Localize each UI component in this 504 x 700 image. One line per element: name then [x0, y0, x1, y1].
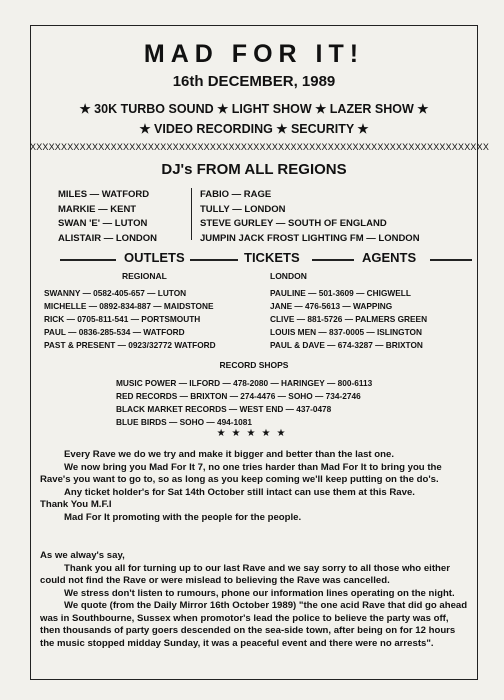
- dj-entry: FABIO — RAGE: [200, 189, 272, 200]
- dj-entry: TULLY — LONDON: [200, 203, 286, 215]
- paragraph: Every Rave we do we try and make it bigger and better than the last one.: [64, 449, 395, 460]
- intro-text: [40, 449, 470, 524]
- dj-list-right: [200, 188, 420, 246]
- regional-agents-list: [44, 287, 216, 352]
- london-heading: LONDON: [270, 271, 307, 281]
- agent-entry: SWANNY — 0582-405-657 — LUTON: [44, 288, 187, 298]
- heading-rule: [430, 259, 472, 261]
- heading-rule: [60, 259, 116, 261]
- agent-entry: CLIVE — 881-5726 — PALMERS GREEN: [270, 314, 428, 324]
- features-line-1: ★ 30K TURBO SOUND ★ LIGHT SHOW ★ LAZER SHOW ★: [79, 102, 429, 116]
- shop-entry: BLUE BIRDS — SOHO — 494-1081: [116, 417, 253, 427]
- record-shops-heading: RECORD SHOPS: [219, 360, 289, 370]
- heading-rule: [190, 259, 238, 261]
- outlets-tickets-agents-row: [30, 250, 478, 268]
- dj-entry: STEVE GURLEY — SOUTH OF ENGLAND: [200, 218, 387, 229]
- paragraph: Thank you all for turning up to our last Rave and we say sorry to all those who either could not find the Rave or were mislead to believing the Rave was cancelled.: [40, 562, 450, 586]
- closing-text: [40, 550, 470, 650]
- paragraph: We now bring you Mad For It 7, no one tries harder than Mad For It to bring you the Rave's you want to go to, so as long as you keep coming we'll keep putting on the do's.: [40, 461, 442, 485]
- dj-entry: MILES — WATFORD: [58, 189, 150, 200]
- x-separator: XXXXXXXXXXXXXXXXXXXXXXXXXXXXXXXXXXXXXXXXXXXXXXXXXXXXXXXXXXXXXXXXXXXXXXXXXX: [30, 142, 490, 152]
- dj-entry: JUMPIN JACK FROST LIGHTING FM — LONDON: [200, 232, 420, 244]
- shop-entry: RED RECORDS — BRIXTON — 274-4476 — SOHO — 734-2746: [116, 391, 361, 401]
- london-agents-list: [270, 287, 427, 352]
- tickets-heading: TICKETS: [244, 250, 300, 265]
- paragraph: Any ticket holder's for Sat 14th October still intact can use them at this Rave.: [64, 486, 415, 498]
- agent-entry: JANE — 476-5613 — WAPPING: [270, 301, 393, 311]
- agent-entry: PAULINE — 501-3609 — CHIGWELL: [270, 288, 411, 298]
- event-date: 16th DECEMBER, 1989: [172, 73, 336, 90]
- agent-entry: MICHELLE — 0892-834-887 — MAIDSTONE: [44, 301, 214, 311]
- record-shops-list: [116, 377, 372, 429]
- paragraph: We quote (from the Daily Mirror 16th October 1989) "the one acid Rave that did go ahead was in Southbourne, Sussex when promotor's lead the police to believe the party was off, then thousands of party goers descended on the sea-side town, after being on for 12 hours the music stopped midday Sunday, it was a peaceful event and there were no arrests".: [40, 600, 468, 649]
- dj-heading: DJ's FROM ALL REGIONS: [161, 161, 347, 178]
- outlets-heading: OUTLETS: [124, 250, 185, 265]
- shop-entry: BLACK MARKET RECORDS — WEST END — 437-0478: [116, 404, 332, 414]
- flyer-title: MAD FOR IT!: [143, 40, 365, 68]
- agent-entry: LOUIS MEN — 837-0005 — ISLINGTON: [270, 327, 422, 337]
- agents-heading: AGENTS: [362, 250, 417, 265]
- paragraph: As we alway's say,: [40, 550, 125, 561]
- dj-list-left: [58, 188, 157, 246]
- paragraph: We stress don't listen to rumours, phone our information lines operating on the night.: [64, 587, 455, 599]
- agent-entry: PAUL — 0836-285-534 — WATFORD: [44, 327, 185, 337]
- regional-heading: REGIONAL: [122, 271, 167, 281]
- features-line-2: ★ VIDEO RECORDING ★ SECURITY ★: [139, 122, 369, 136]
- dj-entry: MARKIE — KENT: [58, 203, 137, 215]
- agent-entry: RICK — 0705-811-541 — PORTSMOUTH: [44, 314, 201, 324]
- dj-entry: ALISTAIR — LONDON: [58, 232, 158, 244]
- agent-entry: PAUL & DAVE — 674-3287 — BRIXTON: [270, 340, 423, 350]
- paragraph: Mad For It promoting with the people for the people.: [64, 511, 302, 523]
- dj-entry: SWAN 'E' — LUTON: [58, 218, 148, 229]
- shop-entry: MUSIC POWER — ILFORD — 478-2080 — HARINGEY — 800-6113: [116, 378, 373, 388]
- star-divider: ★★★★★: [216, 428, 292, 439]
- dj-divider: [191, 188, 192, 240]
- heading-rule: [312, 259, 354, 261]
- paragraph: Thank You M.F.I: [40, 499, 112, 510]
- agent-entry: PAST & PRESENT — 0923/32772 WATFORD: [44, 340, 216, 350]
